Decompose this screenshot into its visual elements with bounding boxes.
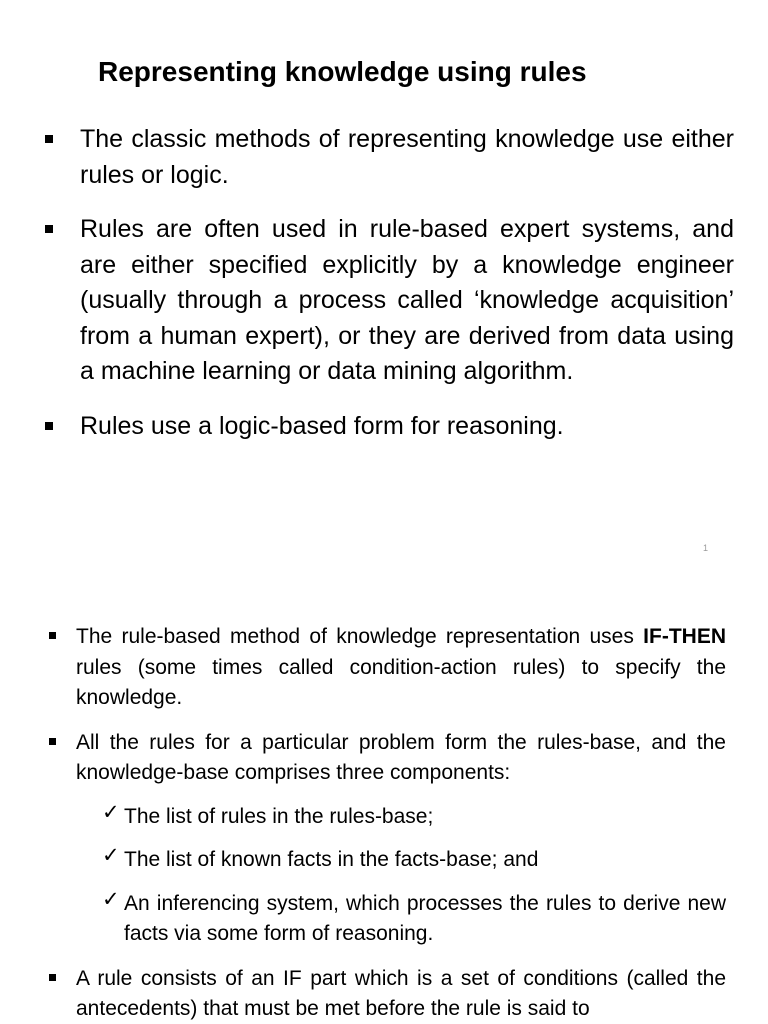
bullet-text: All the rules for a particular problem form the rules-base, and the knowledge-base comprises three components: (76, 730, 726, 784)
checkmark-icon: ✓ (102, 800, 120, 824)
check-item (102, 887, 726, 950)
check-item (102, 844, 726, 876)
square-bullet-icon (45, 225, 53, 233)
checkmark-icon: ✓ (102, 844, 120, 867)
bullet-text-before: The rule-based method of knowledge representation uses (76, 625, 644, 648)
bullet-item (80, 122, 734, 193)
bullet-list (80, 122, 734, 463)
bullet-text: Rules are often used in rule-based expert systems, and are either specified explicitly by a knowledge engineer (usually through a process called ‘knowledge acquisition’ from a human expert), or they are derived from data using a machine learning or data mining algorithm. (80, 215, 734, 385)
bullet-text: A rule consists of an IF part which is a set of conditions (called the antecedents) that must be met before the rule is said to (76, 966, 726, 1020)
square-bullet-icon (49, 632, 56, 639)
bullet-item (76, 728, 726, 950)
check-item (102, 800, 726, 833)
page-number: 1 (703, 543, 709, 553)
slide-2 (0, 576, 768, 1024)
check-list (76, 802, 726, 950)
bullet-item (76, 964, 726, 1024)
bullet-item (76, 622, 726, 714)
checkmark-icon: ✓ (102, 887, 120, 911)
bullet-list (76, 622, 726, 1024)
square-bullet-icon (49, 974, 56, 981)
check-text: An inferencing system, which processes the rules to derive new facts via some form of reasoning. (124, 891, 726, 945)
bullet-text: The classic methods of representing knowledge use either rules or logic. (80, 125, 734, 189)
slide-title: Representing knowledge using rules (98, 56, 587, 87)
check-text: The list of rules in the rules-base; (124, 804, 434, 828)
square-bullet-icon (45, 422, 53, 430)
bullet-text-after: rules (some times called condition-action rules) to specify the knowledge. (76, 655, 726, 709)
bullet-item (80, 212, 734, 390)
bullet-text: Rules use a logic-based form for reasoning. (80, 411, 564, 440)
square-bullet-icon (45, 135, 53, 143)
check-text: The list of known facts in the facts-base; and (124, 848, 539, 871)
bullet-text-bold: IF-THEN (643, 625, 726, 648)
bullet-item (80, 409, 734, 445)
square-bullet-icon (49, 738, 56, 745)
